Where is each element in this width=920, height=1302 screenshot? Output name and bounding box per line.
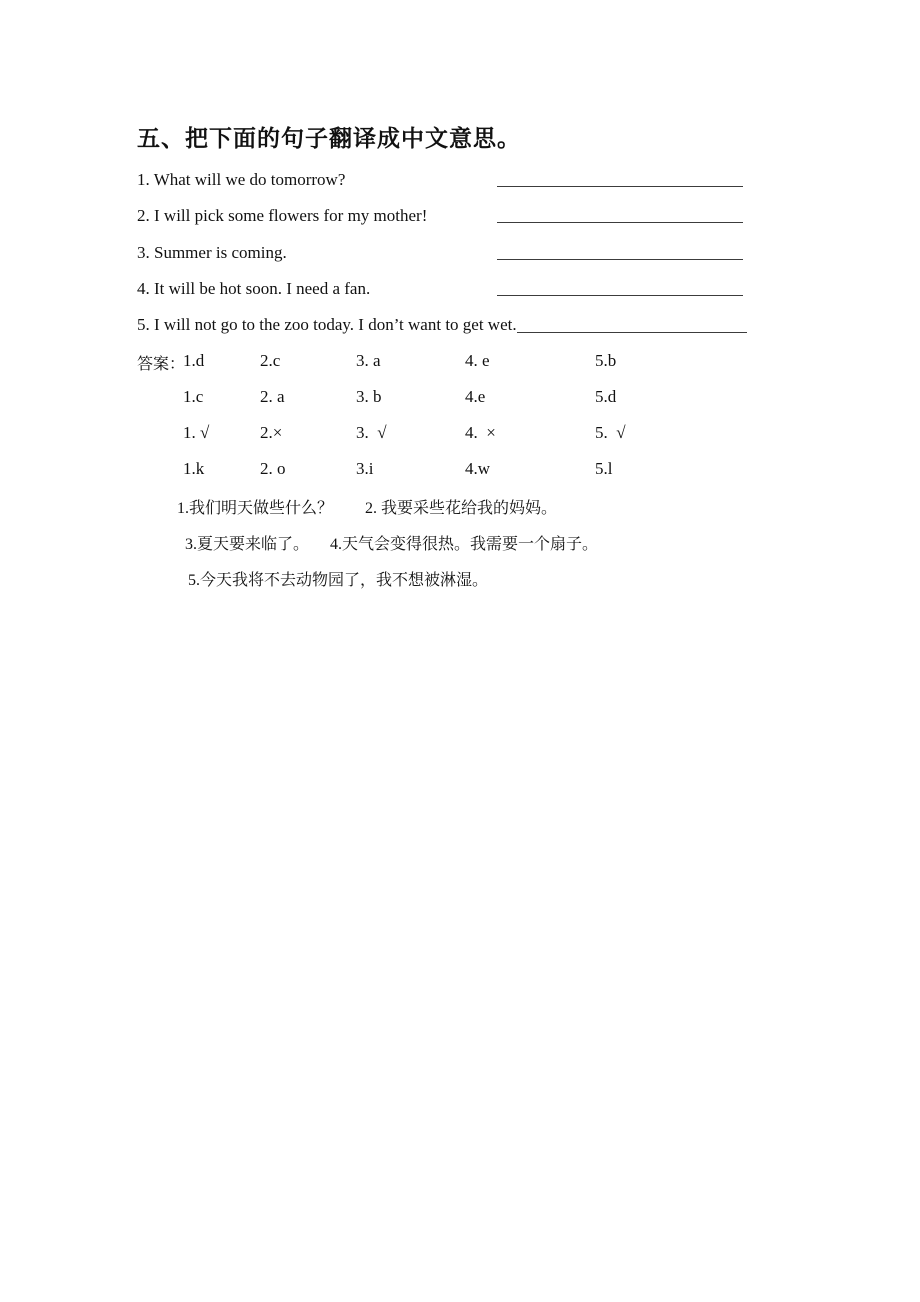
answer-item: 1.k xyxy=(183,459,205,478)
sentence-row xyxy=(137,243,747,264)
translation-item: 3.夏天要来临了。 xyxy=(185,536,310,553)
answer-item: 5. √ xyxy=(595,423,626,442)
translation-item: 4.天气会变得很热。我需要一个扇子。 xyxy=(330,536,599,553)
answer-item: 5.l xyxy=(595,459,613,478)
answer-item: 4.w xyxy=(465,459,491,478)
translation-row xyxy=(0,567,920,589)
answer-item: 4.e xyxy=(465,387,486,406)
answer-key-row xyxy=(0,423,920,445)
answer-blank-line xyxy=(497,259,743,260)
translation-item: 2. 我要采些花给我的妈妈。 xyxy=(365,500,558,517)
sentence-text: 2. I will pick some flowers for my mother! xyxy=(137,206,428,225)
sentence-text: 1. What will we do tomorrow? xyxy=(137,170,346,189)
answer-item: 3. √ xyxy=(356,423,387,442)
answer-item: 5.b xyxy=(595,351,617,370)
answer-item: 3.i xyxy=(356,459,374,478)
answer-key-row xyxy=(0,351,920,373)
answer-item: 2.× xyxy=(260,423,283,442)
answer-item: 2.c xyxy=(260,351,281,370)
answer-item: 3. b xyxy=(356,387,382,406)
answer-item: 1. √ xyxy=(183,423,210,442)
sentence-row xyxy=(137,279,747,300)
sentence-row xyxy=(137,315,747,336)
sentence-row xyxy=(137,170,747,191)
answer-item: 4. × xyxy=(465,423,496,442)
section-title: 五、把下面的句子翻译成中文意思。 xyxy=(137,126,521,151)
answer-item: 3. a xyxy=(356,351,381,370)
translation-row xyxy=(0,531,920,553)
answer-key-row xyxy=(0,459,920,481)
answer-item: 1.d xyxy=(183,351,205,370)
answer-item: 4. e xyxy=(465,351,490,370)
translation-item: 1.我们明天做些什么？ xyxy=(177,500,334,517)
answer-item: 2. o xyxy=(260,459,286,478)
sentence-text: 4. It will be hot soon. I need a fan. xyxy=(137,279,371,298)
answer-blank-line xyxy=(497,295,743,296)
answer-item: 5.d xyxy=(595,387,617,406)
answer-blank-line xyxy=(517,332,747,333)
answer-blank-line xyxy=(497,222,743,223)
answer-item: 1.c xyxy=(183,387,204,406)
answer-item: 2. a xyxy=(260,387,285,406)
sentence-text: 5. I will not go to the zoo today. I don’t want to get wet. xyxy=(137,315,517,334)
answer-blank-line xyxy=(497,186,743,187)
sentence-text: 3. Summer is coming. xyxy=(137,243,287,262)
answer-key-row xyxy=(0,387,920,409)
translation-item: 5.今天我将不去动物园了，我不想被淋湿。 xyxy=(188,572,489,589)
sentence-row xyxy=(137,206,747,227)
translation-row xyxy=(0,495,920,517)
answers-label: 答案： xyxy=(137,356,186,373)
